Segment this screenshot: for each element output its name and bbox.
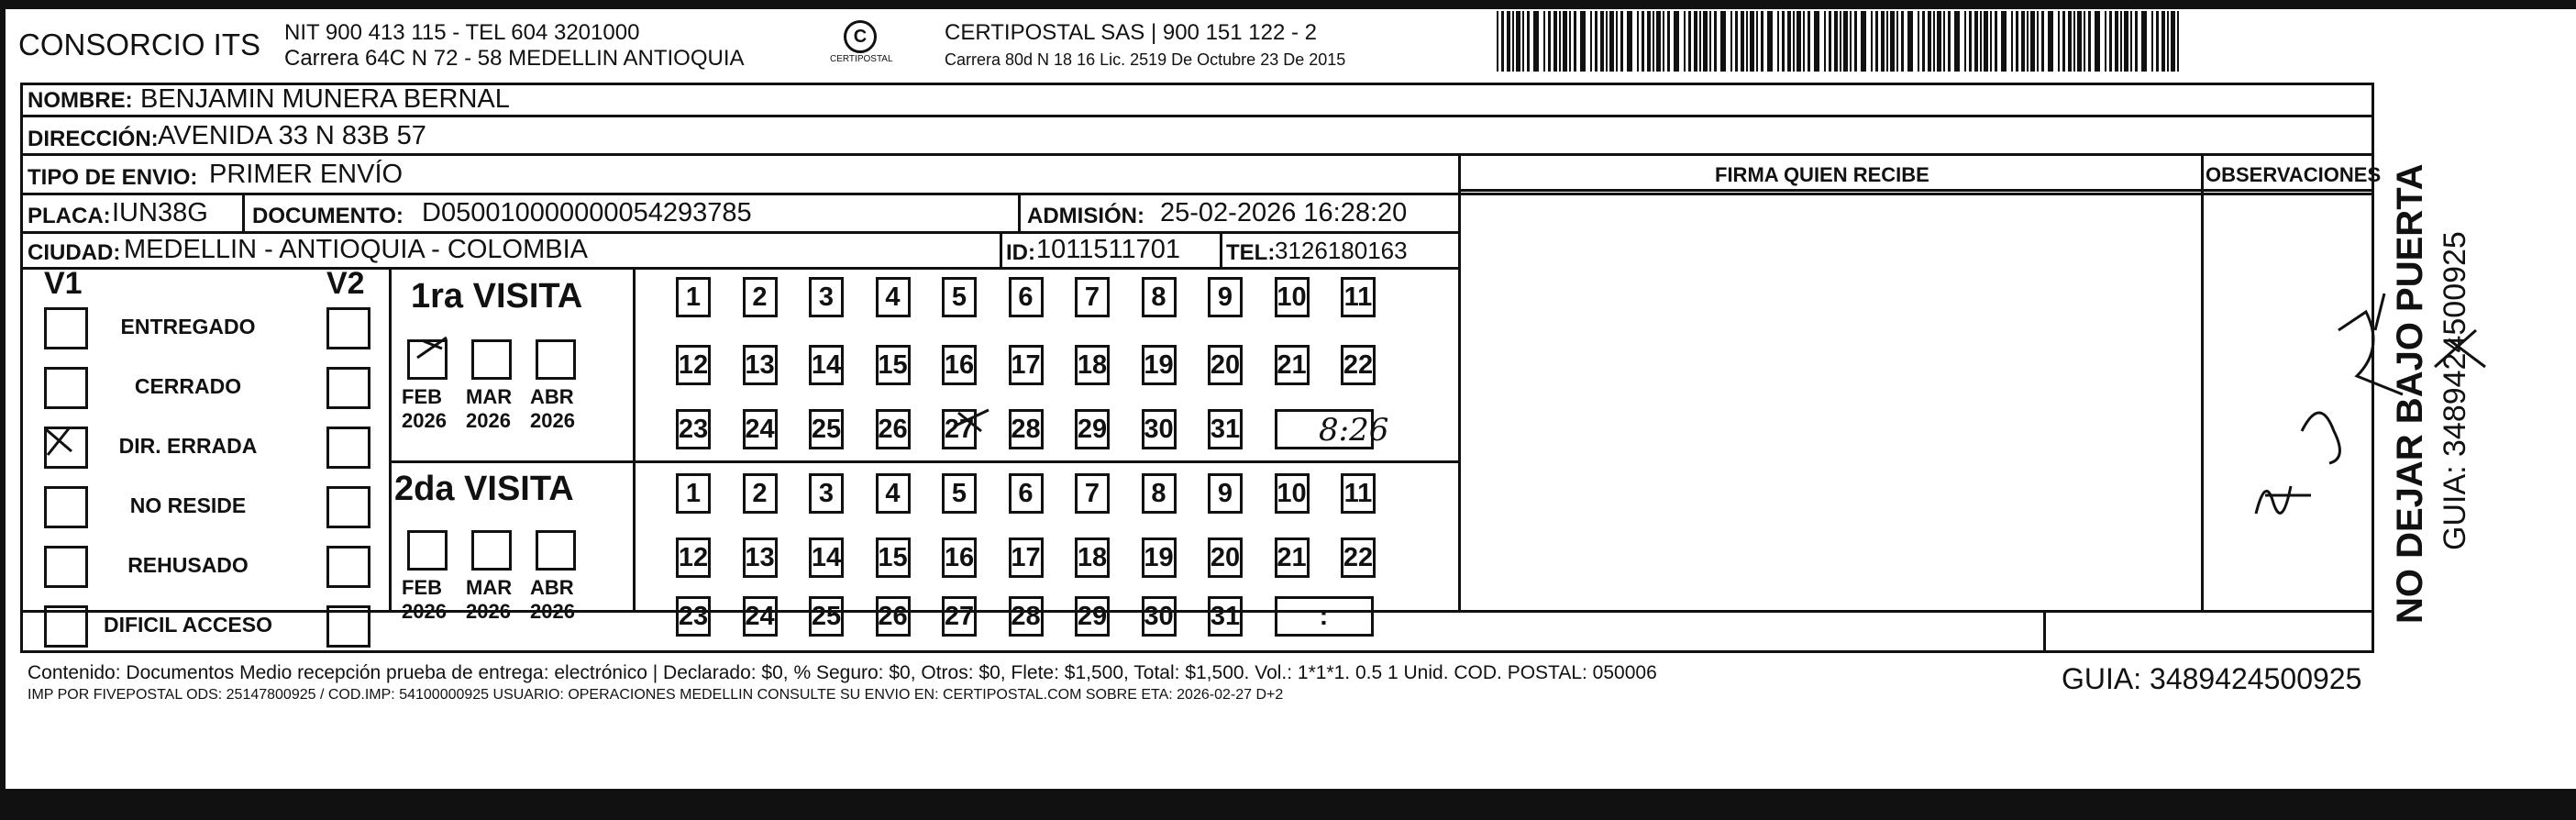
barcode-bar [2068,11,2072,72]
barcode-bar [1854,11,1857,72]
barcode-bar [2041,11,2044,72]
barcode-bar [1656,11,1661,72]
day-box[interactable]: 21 [1275,537,1310,578]
col-divider [1018,193,1021,231]
barcode-bar [1750,11,1754,72]
status-label: NO RESIDE [129,493,247,517]
direccion-label: DIRECCIÓN: [28,127,159,151]
col-divider [1000,231,1002,267]
v2-label: V2 [326,266,365,301]
barcode-bar [1824,11,1826,72]
barcode-bar [1782,11,1785,72]
status-label: DIFICIL ACCESO [103,613,272,637]
side-guia: GUIA: 3489424500925 [2438,231,2472,550]
handwritten-time: 8:26 [1319,412,1389,449]
barcode-bar [1969,11,1972,72]
day-box[interactable]: 5 [942,473,977,514]
year-label: 2026 [466,409,511,432]
barcode-bar [1943,11,1945,72]
day-box[interactable]: 1 [676,473,711,514]
status-label: REHUSADO [127,553,249,577]
barcode-bar [1574,11,1576,72]
barcode-bar [1522,11,1524,72]
barcode-bar [1761,11,1763,72]
day-box[interactable]: 8 [1142,277,1177,317]
day-box[interactable]: 8 [1142,473,1177,514]
barcode-bar [2151,11,2153,72]
barcode-bar [1907,11,1913,72]
barcode-bar [2030,11,2035,72]
ciudad-value: MEDELLIN - ANTIOQUIA - COLOMBIA [124,235,588,264]
barcode-bar [1954,11,1960,72]
barcode-bar [1543,11,1545,72]
row-divider [20,153,2374,156]
barcode-bar [2011,11,2013,72]
month-checkbox[interactable] [536,530,576,571]
day-box[interactable]: 4 [876,473,911,514]
barcode-bar [1667,11,1670,72]
barcode-bar [1674,11,1679,72]
day-box[interactable]: 11 [1341,473,1376,514]
certipostal-logo: C [844,20,877,53]
barcode-bar [1559,11,1561,72]
courier-name: CERTIPOSTAL SAS | 900 151 122 - 2 [945,20,1317,45]
barcode-bar [1964,11,1966,72]
col-divider [242,193,245,231]
barcode-bar [1553,11,1557,72]
barcode-bar [1990,11,1992,72]
barcode-bar [1937,11,1941,72]
month-checkbox[interactable] [471,530,512,571]
barcode-bar [1600,11,1604,72]
day-box[interactable]: 23 [676,409,711,449]
barcode [1497,11,2180,72]
barcode-bar [1642,11,1644,72]
barcode-bar [1886,11,1888,72]
id-label: ID: [1006,240,1035,265]
barcode-bar [1871,11,1873,72]
tel-value: 3126180163 [1275,237,1408,264]
day-box[interactable]: 9 [1208,473,1243,514]
company-address: Carrera 64C N 72 - 58 MEDELLIN ANTIOQUIA [284,46,745,71]
barcode-bar [1974,11,1978,72]
barcode-bar [1606,11,1608,72]
barcode-bar [1533,11,1539,72]
barcode-bar [1808,11,1810,72]
barcode-bar [2130,11,2132,72]
barcode-bar [2021,11,2025,72]
direccion-value: AVENIDA 33 N 83B 57 [158,121,426,150]
barcode-bar [1720,11,1726,72]
admision-label: ADMISIÓN: [1027,204,1144,228]
day-box[interactable]: 29 [1075,596,1110,637]
day-box[interactable]: 7 [1075,277,1110,317]
barcode-bar [1620,11,1623,72]
barcode-bar [1901,11,1904,72]
barcode-bar [2088,11,2091,72]
barcode-bar [1590,11,1592,72]
barcode-bar [1948,11,1951,72]
day-box[interactable]: 26 [876,596,911,637]
col-divider [1220,231,1222,267]
day-box[interactable]: 31 [1208,596,1243,637]
barcode-bar [1875,11,1878,72]
day-box[interactable]: 7 [1075,473,1110,514]
day-box[interactable]: 28 [1009,596,1044,637]
year-label: 2026 [530,409,575,432]
col-divider [389,267,392,610]
company-name: CONSORCIO ITS [18,28,261,61]
time-box[interactable]: : [1275,596,1374,637]
day-box[interactable]: 11 [1341,277,1376,317]
barcode-bar [2171,11,2175,72]
barcode-bar [1703,11,1708,72]
barcode-bar [1767,11,1773,72]
bottom-edge [0,789,2576,820]
barcode-bar [1829,11,1831,72]
barcode-bar [2177,11,2179,72]
day-box[interactable]: 28 [1009,409,1044,449]
row-divider [20,267,1460,270]
year-label: 2026 [466,600,511,623]
day-box[interactable]: 14 [809,345,844,385]
barcode-bar [2135,11,2138,72]
barcode-bar [1843,11,1848,72]
day-box[interactable]: 19 [1142,537,1177,578]
documento-value: D050010000000054293785 [422,198,752,227]
day-box[interactable]: 29 [1075,409,1110,449]
barcode-bar [1563,11,1567,72]
ciudad-label: CIUDAD: [28,240,121,265]
barcode-bar [1922,11,1925,72]
day-box[interactable]: 27 [942,596,977,637]
barcode-bar [2105,11,2106,72]
barcode-bar [2084,11,2085,72]
barcode-bar [1735,11,1738,72]
barcode-bar [1881,11,1885,72]
barcode-bar [1918,11,1919,72]
day-box[interactable]: 3 [809,473,844,514]
barcode-bar [1850,11,1852,72]
barcode-bar [2124,11,2128,72]
day-box[interactable]: 3 [809,277,844,317]
barcode-bar [1714,11,1717,72]
barcode-bar [1512,11,1514,72]
month-label: FEB [402,385,442,408]
day-box[interactable]: 20 [1208,537,1243,578]
barcode-bar [1637,11,1639,72]
col-divider [1458,153,1461,610]
nombre-label: NOMBRE: [28,88,133,113]
day-box[interactable]: 20 [1208,345,1243,385]
barcode-bar [1834,11,1838,72]
barcode-bar [1548,11,1551,72]
day-box[interactable]: 16 [942,537,977,578]
barcode-bar [1516,11,1520,72]
col-divider [633,267,636,610]
barcode-bar [1787,11,1791,72]
barcode-bar [1616,11,1618,72]
footer-meta: IMP POR FIVEPOSTAL ODS: 25147800925 / COD.IMP: 54100000925 USUARIO: OPERACIONES MEDELLIN CONSULTE SU ENVIO EN: CERTIPOSTAL.COM SOBRE ETA: 2026-02-27 D+2 [28,687,1284,703]
day-box[interactable]: 13 [743,345,778,385]
barcode-bar [2141,11,2147,72]
day-box[interactable]: 30 [1142,596,1177,637]
barcode-bar [1797,11,1801,72]
barcode-bar [1793,11,1795,72]
barcode-bar [1595,11,1598,72]
barcode-bar [2115,11,2118,72]
barcode-bar [1580,11,1586,72]
barcode-bar [1627,11,1632,72]
row-divider [20,115,2374,117]
courier-address: Carrera 80d N 18 16 Lic. 2519 De Octubre 23 De 2015 [945,50,1346,69]
day-box[interactable]: 6 [1009,473,1044,514]
placa-label: PLACA: [28,204,111,228]
row-divider [1458,189,2374,192]
tipo-value: PRIMER ENVÍO [209,160,404,189]
year-label: 2026 [402,409,447,432]
barcode-bar [1609,11,1614,72]
day-box[interactable]: 30 [1142,409,1177,449]
year-label: 2026 [530,600,575,623]
barcode-bar [1699,11,1701,72]
month-checkbox[interactable] [407,339,448,380]
second-visit-title: 2da VISITA [394,470,574,508]
barcode-bar [1746,11,1748,72]
nombre-value: BENJAMIN MUNERA BERNAL [140,84,510,114]
day-box[interactable]: 17 [1009,537,1044,578]
day-box[interactable]: 4 [876,277,911,317]
day-box[interactable]: 5 [942,277,977,317]
admision-value: 25-02-2026 16:28:20 [1160,198,1408,227]
barcode-bar [1653,11,1654,72]
day-box[interactable]: 12 [676,537,711,578]
barcode-bar [1803,11,1805,72]
documento-label: DOCUMENTO: [252,204,404,228]
day-box[interactable]: 15 [876,537,911,578]
day-box[interactable]: 13 [743,537,778,578]
day-box[interactable]: 10 [1275,277,1310,317]
tel-label: TEL: [1226,240,1276,265]
month-label: MAR [466,576,513,599]
barcode-bar [2120,11,2122,72]
barcode-bar [2109,11,2112,72]
side-warning: NO DEJAR BAJO PUERTA [2390,163,2430,624]
barcode-bar [1730,11,1732,72]
year-label: 2026 [402,600,447,623]
barcode-bar [2027,11,2029,72]
barcode-bar [1984,11,1988,72]
barcode-bar [1688,11,1691,72]
barcode-bar [2095,11,2100,72]
company-nit: NIT 900 413 115 - TEL 604 3201000 [284,20,640,45]
barcode-bar [1741,11,1744,72]
day-box[interactable]: 24 [743,409,778,449]
day-box[interactable]: 14 [809,537,844,578]
day-box[interactable]: 31 [1208,409,1243,449]
day-box[interactable]: 12 [676,345,711,385]
day-box[interactable]: 18 [1075,345,1110,385]
footer-content: Contenido: Documentos Medio recepción prueba de entrega: electrónico | Declarado: $0, % Seguro: $0, Otros: $0, Flete: $1,500, Total: $1,500. Vol.: 1*1*1. 0.5 1 Unid. COD. POSTAL: 050006 [28,662,1657,683]
tipo-label: TIPO DE ENVIO: [28,165,198,190]
top-edge [0,0,2576,9]
barcode-bar [1709,11,1711,72]
barcode-bar [1684,11,1686,72]
observaciones-header: OBSERVACIONES [2206,163,2382,186]
month-checkbox[interactable] [471,339,512,380]
barcode-bar [2037,11,2039,72]
barcode-bar [1890,11,1895,72]
day-box[interactable]: 17 [1009,345,1044,385]
day-box[interactable]: 22 [1341,345,1376,385]
barcode-bar [1995,11,1997,72]
barcode-bar [2016,11,2018,72]
day-box[interactable]: 6 [1009,277,1044,317]
first-visit-title: 1ra VISITA [411,277,583,316]
day-box[interactable]: 23 [676,596,711,637]
status-label: ENTREGADO [120,315,256,338]
row-divider [389,460,1458,463]
status-label: DIR. ERRADA [118,434,258,458]
day-box[interactable]: 15 [876,345,911,385]
col-divider [2043,610,2046,653]
day-box[interactable]: 22 [1341,537,1376,578]
logo-caption: CERTIPOSTAL [830,54,893,64]
barcode-bar [1497,11,1498,72]
status-label: CERRADO [134,374,242,398]
left-edge [0,0,6,820]
day-box[interactable]: 10 [1275,473,1310,514]
barcode-bar [2062,11,2065,72]
day-box[interactable]: 27 [942,409,977,449]
day-box[interactable]: 2 [743,277,778,317]
day-box[interactable]: 25 [809,409,844,449]
row-divider [20,610,2374,613]
day-box[interactable]: 16 [942,345,977,385]
day-box[interactable]: 25 [809,596,844,637]
barcode-bar [1501,11,1504,72]
row-divider [20,193,2374,195]
placa-value: IUN38G [112,198,208,227]
barcode-bar [2001,11,2007,72]
barcode-bar [1933,11,1935,72]
day-box[interactable]: 21 [1275,345,1310,385]
month-checkbox[interactable] [536,339,576,380]
barcode-bar [2058,11,2060,72]
month-label: ABR [530,576,574,599]
barcode-bar [1756,11,1758,72]
day-box[interactable]: 24 [743,596,778,637]
row-divider [20,231,1460,234]
barcode-bar [1507,11,1510,72]
barcode-bar [1527,11,1530,72]
day-box[interactable]: 18 [1075,537,1110,578]
day-box[interactable]: 26 [876,409,911,449]
col-divider [2201,153,2204,610]
barcode-bar [2156,11,2159,72]
barcode-bar [1861,11,1866,72]
barcode-bar [1777,11,1779,72]
firma-header: FIRMA QUIEN RECIBE [1715,163,1929,186]
barcode-bar [2048,11,2053,72]
barcode-bar [1980,11,1982,72]
v1-label: V1 [44,266,83,301]
day-box[interactable]: 1 [676,277,711,317]
day-box[interactable]: 2 [743,473,778,514]
month-label: ABR [530,385,574,408]
barcode-bar [1840,11,1841,72]
footer-guia: GUIA: 3489424500925 [2062,662,2362,695]
barcode-bar [1694,11,1697,72]
barcode-bar [2077,11,2082,72]
barcode-bar [2167,11,2169,72]
barcode-bar [2161,11,2165,72]
barcode-bar [1928,11,1931,72]
day-box[interactable]: 9 [1208,277,1243,317]
month-label: FEB [402,576,442,599]
id-value: 1011511701 [1036,235,1180,264]
barcode-bar [1814,11,1819,72]
barcode-bar [1647,11,1651,72]
month-checkbox[interactable] [407,530,448,571]
barcode-bar [1663,11,1664,72]
barcode-bar [2073,11,2075,72]
month-label: MAR [466,385,513,408]
day-box[interactable]: 19 [1142,345,1177,385]
barcode-bar [1569,11,1571,72]
barcode-bar [1896,11,1898,72]
